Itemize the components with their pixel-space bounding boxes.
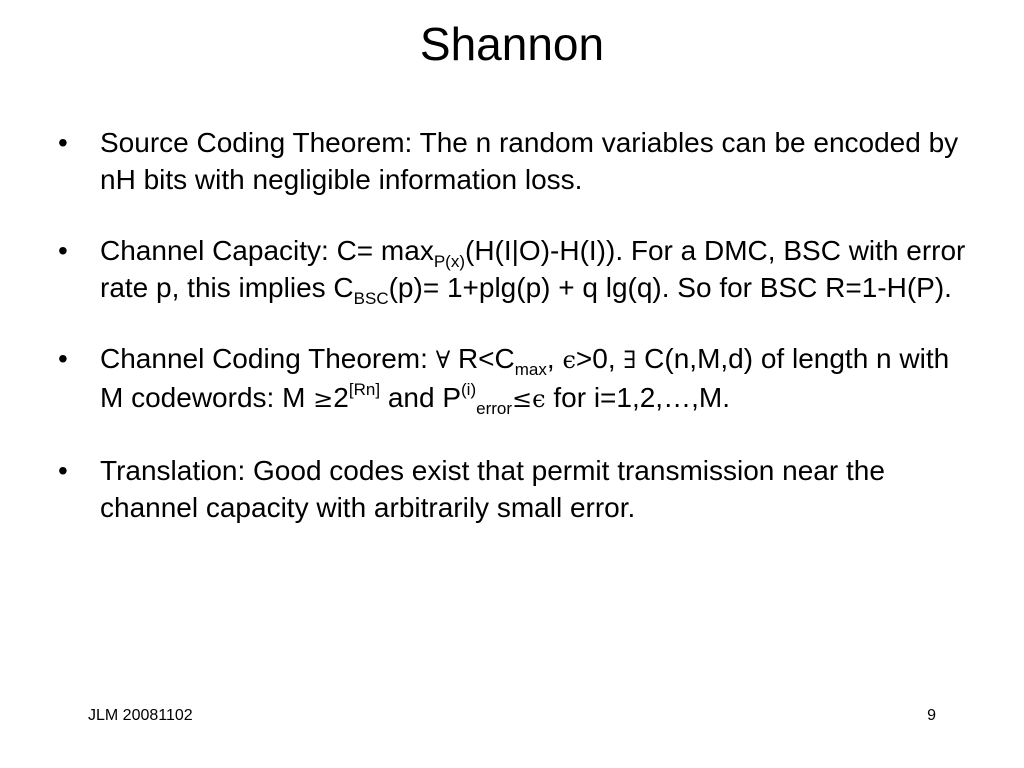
bullet-marker: •	[58, 455, 68, 486]
text-run: 2	[333, 382, 349, 413]
epsilon-symbol: ϵ	[532, 385, 546, 413]
bullet-marker: •	[58, 127, 68, 158]
geq-symbol: ≥	[313, 385, 334, 413]
leq-symbol: ≤	[512, 385, 533, 413]
text-run: ,	[546, 343, 563, 374]
footer-label: JLM 20081102	[88, 707, 193, 724]
bullet-text	[100, 235, 966, 308]
bullet-channel-capacity	[58, 232, 978, 306]
bullet-marker: •	[58, 235, 68, 266]
subscript-bsc: BSC	[353, 289, 389, 308]
text-run: C(n,M,d) of length n with M codewords: M	[100, 343, 950, 413]
text-run: (p)= 1+plg(p) + q lg(q). So for BSC R=1-H(P).	[388, 272, 952, 303]
text-run: for i=1,2,…,M.	[545, 382, 730, 413]
bullet-channel-coding	[58, 340, 978, 418]
forall-symbol: ∀	[435, 346, 451, 374]
bullet-text: Translation: Good codes exist that permit transmission near the channel capacity with arbitrarily small error.	[100, 455, 885, 523]
superscript-rn: [Rn]	[348, 380, 381, 399]
bullet-marker: •	[58, 343, 68, 374]
text-run: Channel Coding Theorem:	[100, 343, 436, 374]
subscript-error: error	[476, 399, 513, 418]
bullet-list	[58, 124, 978, 526]
text-run: (H(I|O)-H(I)). For a DMC, BSC with error rate p, this implies C	[100, 235, 966, 303]
text-run: R<C	[450, 343, 515, 374]
text-run: >0,	[575, 343, 624, 374]
text-run: and P	[380, 382, 461, 413]
slide-title: Shannon	[419, 18, 605, 70]
page-number: 9	[927, 707, 936, 724]
exists-symbol: ∃	[623, 346, 637, 374]
epsilon-symbol: ϵ	[562, 346, 576, 374]
subscript-px: P(x)	[433, 252, 465, 271]
bullet-source-coding	[58, 124, 978, 198]
text-run: Channel Capacity: C= max	[100, 235, 434, 266]
bullet-translation	[58, 452, 978, 526]
bullet-text: Source Coding Theorem: The n random variables can be encoded by nH bits with negligible information loss.	[100, 127, 959, 195]
subscript-max: max	[514, 360, 547, 379]
superscript-i: (i)	[461, 380, 477, 399]
bullet-text	[100, 343, 950, 418]
